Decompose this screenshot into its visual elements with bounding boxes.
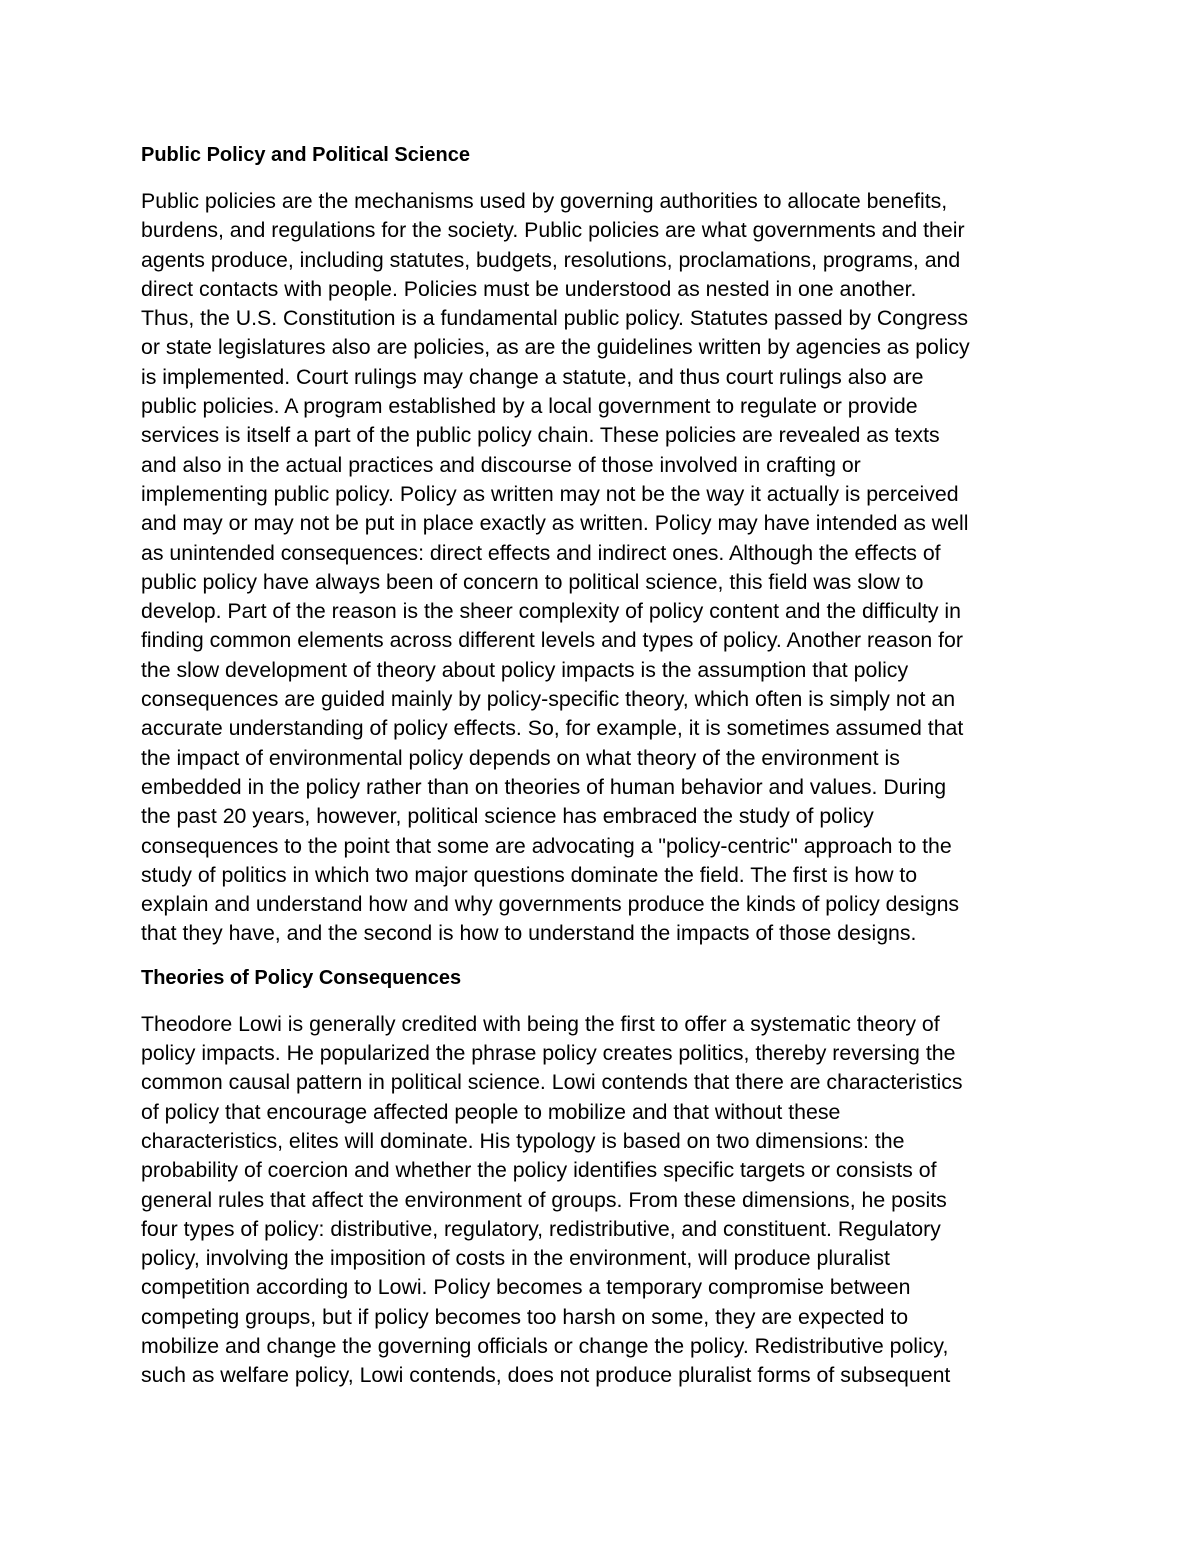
section-paragraph-theories <box>141 1010 1061 1391</box>
text-line: accurate understanding of policy effects. So, for example, it is sometimes assumed that <box>141 716 964 741</box>
text-line: that they have, and the second is how to understand the impacts of those designs. <box>141 921 917 946</box>
text-line: mobilize and change the governing officials or change the policy. Redistributive policy, <box>141 1333 949 1358</box>
text-line: agents produce, including statutes, budgets, resolutions, proclamations, programs, and <box>141 247 961 272</box>
text-line: the impact of environmental policy depends on what theory of the environment is <box>141 745 900 770</box>
section-paragraph-public-policy <box>141 187 1061 949</box>
text-line: public policy have always been of concern to political science, this field was slow to <box>141 569 924 594</box>
text-line: the slow development of theory about policy impacts is the assumption that policy <box>141 657 909 682</box>
text-line: four types of policy: distributive, regulatory, redistributive, and constituent. Regulatory <box>141 1216 941 1241</box>
text-line: policy, involving the imposition of costs in the environment, will produce pluralist <box>141 1246 890 1271</box>
text-line: is implemented. Court rulings may change a statute, and thus court rulings also are <box>141 364 924 389</box>
text-line: public policies. A program established by a local government to regulate or provide <box>141 394 918 419</box>
text-line: Theodore Lowi is generally credited with being the first to offer a systematic theory of <box>141 1011 940 1036</box>
text-line: common causal pattern in political science. Lowi contends that there are characteristics <box>141 1070 963 1095</box>
text-line: explain and understand how and why governments produce the kinds of policy designs <box>141 892 960 917</box>
text-line: consequences to the point that some are advocating a "policy-centric" approach to the <box>141 833 952 858</box>
text-line: as unintended consequences: direct effects and indirect ones. Although the effects of <box>141 540 941 565</box>
text-line: or state legislatures also are policies, as are the guidelines written by agencies as policy <box>141 335 970 360</box>
text-line: direct contacts with people. Policies must be understood as nested in one another. <box>141 276 917 301</box>
text-line: probability of coercion and whether the policy identifies specific targets or consists of <box>141 1158 937 1183</box>
text-line: finding common elements across different levels and types of policy. Another reason for <box>141 628 963 653</box>
text-line: general rules that affect the environment of groups. From these dimensions, he posits <box>141 1187 947 1212</box>
text-line: and also in the actual practices and discourse of those involved in crafting or <box>141 452 861 477</box>
text-line: characteristics, elites will dominate. His typology is based on two dimensions: the <box>141 1128 905 1153</box>
text-line: services is itself a part of the public policy chain. These policies are revealed as texts <box>141 423 940 448</box>
text-line: study of politics in which two major questions dominate the field. The first is how to <box>141 862 918 887</box>
text-line: embedded in the policy rather than on theories of human behavior and values. During <box>141 774 947 799</box>
text-line: consequences are guided mainly by policy-specific theory, which often is simply not an <box>141 687 956 712</box>
text-line: implementing public policy. Policy as written may not be the way it actually is perceived <box>141 481 959 506</box>
text-line: Public policies are the mechanisms used by governing authorities to allocate benefits, <box>141 189 948 213</box>
document-body <box>141 141 1061 1391</box>
section-heading-public-policy: Public Policy and Political Science <box>141 144 471 166</box>
text-line: develop. Part of the reason is the sheer complexity of policy content and the difficulty in <box>141 599 962 624</box>
text-line: such as welfare policy, Lowi contends, does not produce pluralist forms of subsequent <box>141 1363 951 1388</box>
text-line: of policy that encourage affected people to mobilize and that without these <box>141 1099 841 1124</box>
text-line: the past 20 years, however, political science has embraced the study of policy <box>141 804 874 829</box>
text-line: policy impacts. He popularized the phrase policy creates politics, thereby reversing the <box>141 1041 956 1066</box>
section-heading-theories: Theories of Policy Consequences <box>141 966 462 989</box>
text-line: Thus, the U.S. Constitution is a fundamental public policy. Statutes passed by Congress <box>141 306 969 331</box>
text-line: and may or may not be put in place exactly as written. Policy may have intended as well <box>141 511 969 536</box>
text-line: burdens, and regulations for the society. Public policies are what governments and their <box>141 218 965 243</box>
text-line: competition according to Lowi. Policy becomes a temporary compromise between <box>141 1275 911 1300</box>
text-line: competing groups, but if policy becomes too harsh on some, they are expected to <box>141 1304 909 1329</box>
